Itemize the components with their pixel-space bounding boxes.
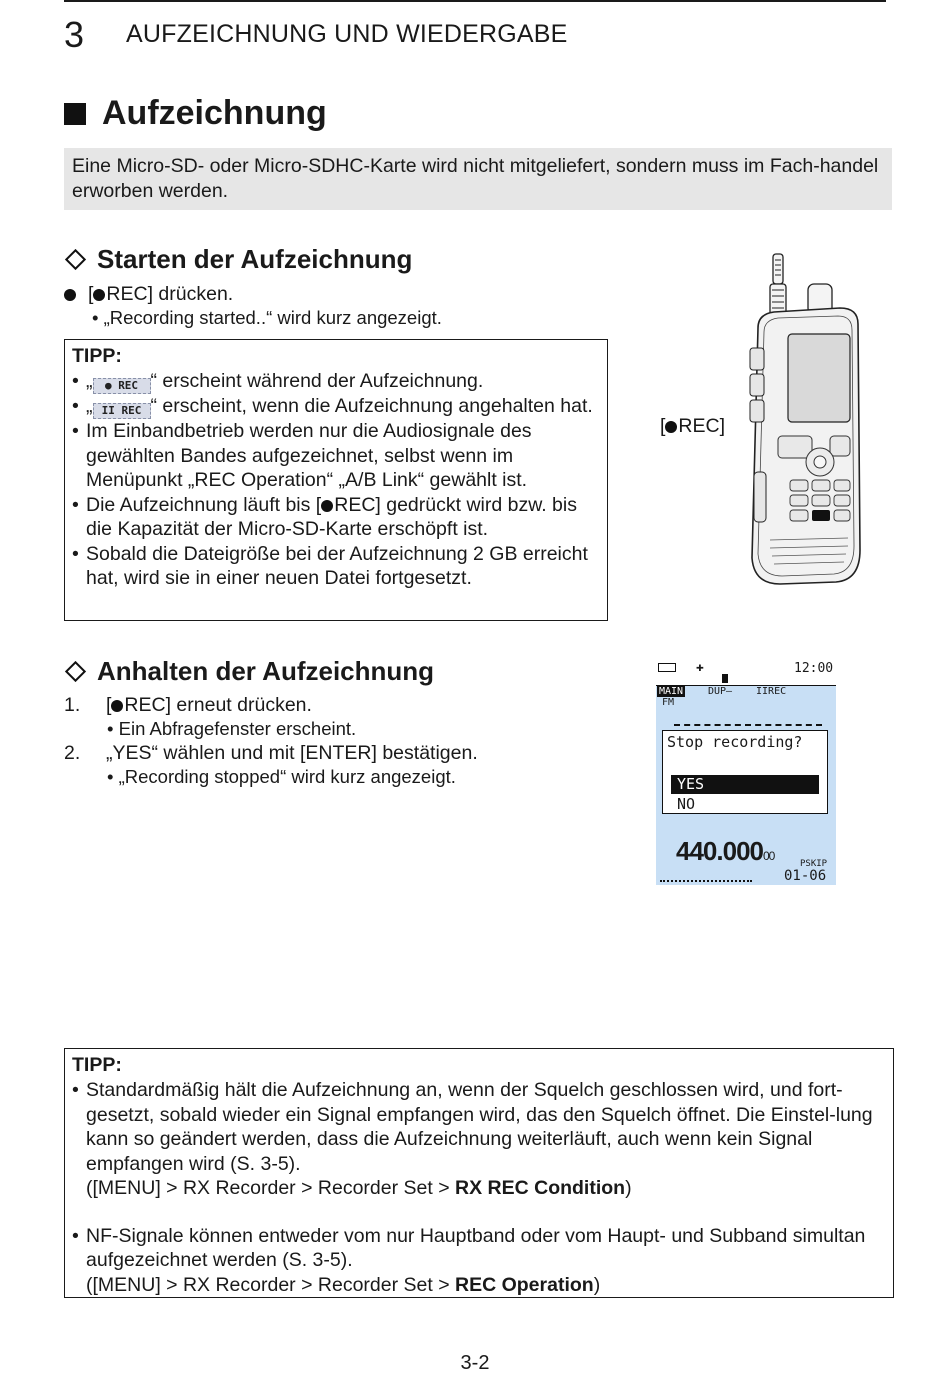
stop-heading (64, 656, 434, 687)
tip1-item4-pre: Die Aufzeichnung läuft bis [ (86, 493, 322, 516)
step-number: 1. (64, 694, 81, 716)
tip2-item: • Standardmäßig hält die Aufzeichnung an, wenn der Squelch geschlossen wird, und fort-gesetzt, sobald wieder ein Signal empfangen wird, das den Squelch öffnet. Die Einstel-lung kann so geändert werden, dass die Aufzeichnung weiterläuft, auch wenn kein Signal empfangen wird (S. 3-5). ([MENU] > RX Recorder > Recorder Set > RX REC Condition) (72, 1079, 873, 1199)
menu-path-bold: RX REC Condition (455, 1177, 626, 1199)
bracket-open: [ (88, 283, 94, 305)
clock: 12:00 (794, 661, 834, 676)
diamond-icon (65, 249, 86, 270)
s-meter (660, 880, 752, 882)
tip1-item: • Im Einbandbetrieb werden nur die Audiosignale des gewählten Bandes aufgezeichnet, selbst wenn im Menüpunkt „REC Operation“ „A/B Link“ gewählt ist. (72, 419, 600, 493)
paren-close: ) (625, 1177, 632, 1199)
frequency-main: 440.000 (676, 836, 763, 866)
yes-label: YES (677, 775, 705, 793)
tip1-item3-text: Im Einbandbetrieb werden nur die Audiosignale des gewählten Bandes aufgezeichnet, selbst wenn im Menüpunkt „REC Operation“ „A/B Link“ gewählt ist. (86, 420, 532, 491)
diamond-icon (65, 661, 86, 682)
pskip-indicator: PSKIP (800, 859, 828, 869)
top-rule (64, 0, 886, 2)
bracket-open: [ (660, 415, 666, 437)
battery-icon (658, 663, 676, 672)
bullet-dot-icon (64, 289, 76, 301)
memory-channel: 01-06 (784, 868, 827, 884)
rec-status-icon: ● REC (93, 378, 151, 394)
callout-text: REC] (678, 415, 726, 437)
mode-indicator: FM (662, 697, 675, 708)
step-number: 2. (64, 742, 81, 764)
pause-rec-status-icon: II REC (93, 403, 151, 419)
tip1-item: • „ ● REC “ erscheint während der Aufzeichnung. (72, 370, 484, 392)
bracket-open: [ (106, 694, 112, 716)
rec-label: REC (768, 686, 787, 697)
square-bullet-icon (64, 103, 86, 125)
quote-open: „ (86, 370, 93, 392)
frequency (676, 836, 774, 867)
chapter-number: 3 (64, 14, 85, 55)
dash-line (674, 724, 822, 726)
stop-step-1 (64, 693, 312, 718)
dup-indicator: DUP– (708, 686, 733, 697)
frequency-small: 00 (762, 849, 775, 863)
record-dot-icon (93, 289, 105, 301)
tip-heading: TIPP: (72, 345, 122, 367)
start-substep: • „Recording started..“ wird kurz angezeigt. (92, 307, 442, 328)
yes-option[interactable] (671, 775, 819, 794)
signal-icon: ✚ (696, 660, 704, 675)
section-title: Aufzeichnung (102, 94, 327, 132)
start-title: Starten der Aufzeichnung (97, 244, 413, 274)
record-dot-icon (665, 421, 677, 433)
stop-step2-text: „YES“ wählen und mit [ENTER] bestätigen. (106, 742, 478, 764)
record-dot-icon (321, 500, 333, 512)
tip1-item: • „ II REC “ erscheint, wenn die Aufzeichnung angehalten hat. (72, 395, 593, 417)
tip1-item: • Sobald die Dateigröße bei der Aufzeichnung 2 GB erreicht hat, wird sie in einer neuen Datei fortgesetzt. (72, 542, 600, 591)
page-number: 3-2 (460, 1352, 490, 1374)
rec-icon-label: REC (118, 379, 139, 392)
menu-path: ([MENU] > RX Recorder > Recorder Set > (86, 1177, 456, 1199)
stop-step-2-sub: • „Recording stopped“ wird kurz angezeigt. (107, 766, 456, 787)
tip2-item1-text: Standardmäßig hält die Aufzeichnung an, wenn der Squelch geschlossen wird, und fort-gesetzt, sobald wieder ein Signal empfangen wird, das den Squelch öffnet. Die Einstel-lung kann so geändert werden, dass die Aufzeichnung weiterläuft, auch wenn kein Signal empfangen wird (S. 3-5). (86, 1079, 873, 1175)
tip2-item2-text: NF-Signale können entweder vom nur Hauptband oder vom Haupt- und Subband simultan aufgezeichnet werden (S. 3-5). (86, 1224, 866, 1271)
main-badge: MAIN (659, 686, 684, 697)
record-dot-icon (111, 700, 123, 712)
lcd-screen (656, 660, 836, 885)
stop-dialog (662, 730, 828, 814)
stop-step-1-sub: • Ein Abfragefenster erscheint. (107, 718, 357, 739)
pause-rec-indicator: IIREC (756, 686, 787, 697)
quote-open: „ (86, 395, 93, 417)
chapter-title: AUFZEICHNUNG UND WIEDERGABE (126, 20, 568, 48)
tip1-item4-text: REC] gedrückt wird bzw. bis die Kapazität der Micro-SD-Karte erschöpft ist. (86, 493, 577, 540)
pause-icon-label: REC (121, 404, 142, 417)
tip1-item5-text: Sobald die Dateigröße bei der Aufzeichnung 2 GB erreicht hat, wird sie in einer neuen Datei fortgesetzt. (86, 542, 588, 589)
rec-button-callout (660, 414, 725, 439)
no-option[interactable]: NO (677, 795, 696, 813)
tip1-item1-text: “ erscheint während der Aufzeichnung. (150, 370, 484, 392)
menu-path: ([MENU] > RX Recorder > Recorder Set > (86, 1273, 456, 1296)
note-text: Eine Micro-SD- oder Micro-SDHC-Karte wird nicht mitgeliefert, sondern muss im Fach-handel erworben werden. (72, 155, 879, 202)
start-step-text: REC] drücken. (106, 283, 234, 305)
start-step (64, 282, 233, 307)
stop-step1-text: REC] erneut drücken. (124, 694, 312, 716)
radio-illustration (740, 250, 870, 585)
tip-box-2 (64, 1048, 894, 1298)
tip-heading: TIPP: (72, 1054, 122, 1076)
sd-card-icon (722, 674, 728, 683)
stop-title: Anhalten der Aufzeichnung (97, 656, 435, 686)
start-heading (64, 244, 412, 275)
tip2-item: • NF-Signale können entweder vom nur Hauptband oder vom Haupt- und Subband simultan aufgezeichnet werden (S. 3-5). ([MENU] > RX Recorder > Recorder Set > REC Operation) (72, 1224, 866, 1296)
note-box (64, 148, 892, 210)
tip1-item2-text: “ erscheint, wenn die Aufzeichnung angehalten hat. (150, 395, 593, 417)
tip-box-1 (64, 339, 608, 621)
stop-step-2 (64, 741, 478, 766)
dialog-title: Stop recording? (667, 733, 803, 751)
tip1-item: • Die Aufzeichnung läuft bis [ REC] gedrückt wird bzw. bis die Kapazität der Micro-SD-Karte erschöpft ist. (72, 493, 577, 540)
paren-close: ) (593, 1273, 601, 1296)
menu-path-bold: REC Operation (455, 1273, 594, 1296)
section-heading (64, 94, 327, 133)
